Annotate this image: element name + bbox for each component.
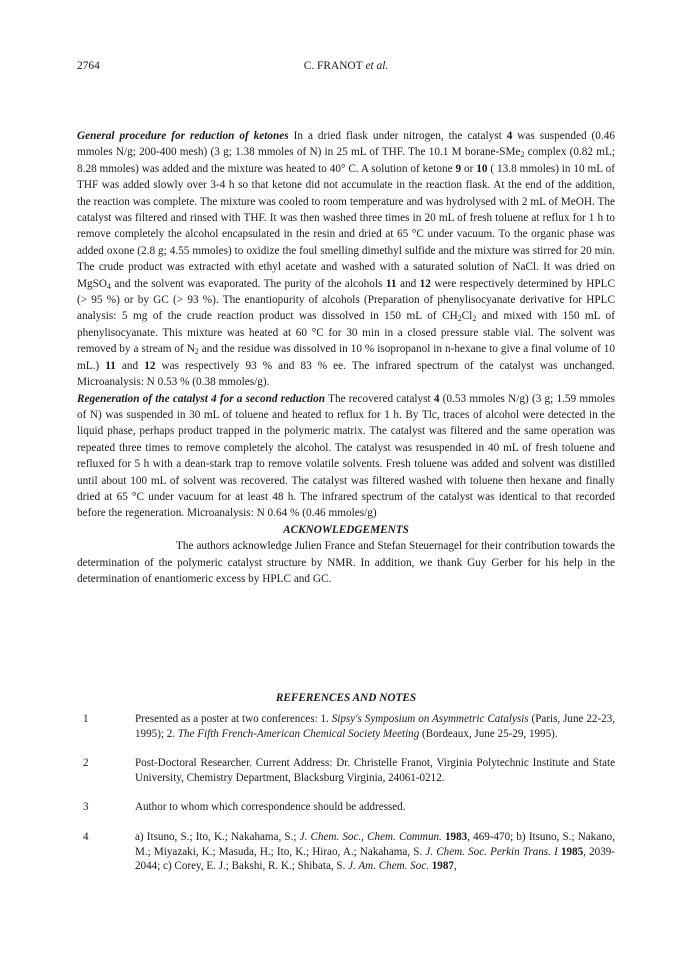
references-heading: REFERENCES AND NOTES [275,692,417,704]
running-head [77,60,615,72]
regeneration-procedure-heading: Regeneration of the catalyst 4 for a second reduction [77,392,326,405]
reference-item [77,800,615,815]
reference-text: Author to whom which correspondence should be addressed. [135,801,406,814]
reference-number: 3 [83,801,89,814]
references-list [77,712,615,889]
reference-text: a) Itsuno, S.; Ito, K.; Nakahama, S.; J. Chem. Soc., Chem. Commun. 1983, 469-470; b) Itsuno, S.; Nakano, M.; Miyazaki, K.; Masuda, H.; Ito, K.; Hirao, A.; Nakahama, S. J. Chem. Soc. Perkin Trans. I 1985, 2039-2044; c) Corey, E. J.; Bakshi, R. K.; Shibata, S. J. Am. Chem. Soc. 1987, [135,830,615,873]
et-al: et al. [365,60,389,72]
reduction-procedure-paragraph: General procedure for reduction of ketones In a dried flask under nitrogen, the catalyst 4 was suspended (0.46 mmoles N/g; 200-400 mesh) (3 g; 1.38 mmoles of N) in 25 mL of THF. The 10.1 M borane-SMe$_2$ complex (0.82 mL; 8.28 mmoles) was added and the mixture was heated to 40° C. A solution of ketone 9 or 10 ( 13.8 mmoles) in 10 mL of THF was added slowly over 3-4 h so that ketone did not accumulate in the reaction flask. At the end of the addition, the reaction was complete. The mixture was cooled to room temperature and was hydrolysed with 2 mL of MeOH. The catalyst was filtered and rinsed with THF. It was then washed three times in 20 mL of fresh toluene at reflux for 1 h to remove completely the alcohol encapsulated in the resin and dried at 65 °C under vacuum. To the organic phase was added oxone (2.8 g; 4.55 mmoles) to oxidize the foul smelling dimethyl sulfide and the mixture was stirred for 20 min. The crude product was extracted with ethyl acetate and washed with a saturated solution of NaCl. It was dried on MgSO$_4$ and the solvent was evaporated. The purity of the alcohols 11 and 12 were respectively determined by HPLC (> 95 %) or by GC (> 93 %). The enantiopurity of alcohols (Preparation of phenylisocyanate derivative for HPLC analysis: 5 mg of the crude reaction product was dissolved in 150 mL of $CH_2Cl_2$ and mixed with 150 mL of phenylisocyanate. This mixture was heated at 60 °C for 30 min in a closed pressure stable vial. The solvent was removed by a stream of $N_2$ and the residue was dissolved in 10 % isopropanol in n-hexane to give a final volume of 10 mL.) 11 and 12 was respectively 93 % and 83 % ee. The infrared spectrum of the catalyst was unchanged. Microanalysis: N 0.53 % (0.38 mmoles/g). [77,130,616,389]
acknowledgements-text: The authors acknowledge Julien France and Stefan Steuernagel for their contribution towards the determination of the polymeric catalyst structure by NMR. In addition, we thank Guy Gerber for his help in the determination of enantiomeric excess by HPLC and GC. [77,540,615,585]
author-initial: C. F [303,60,324,72]
regeneration-procedure-paragraph: Regeneration of the catalyst 4 for a second reduction The recovered catalyst 4 (0.53 mmoles N/g) (3 g; 1.59 mmoles of N) was suspended in 30 mL of toluene and heated to reflux for 1 h. By Tlc, traces of alcohol were detected in the liquid phase, perhaps product trapped in the polymeric matrix. The catalyst was filtered and the same operation was repeated three times to remove completely the alcohol. The catalyst was resuspended in 40 mL of fresh toluene and refluxed for 5 h with a dean-stark trap to remove volatile solvents. Fresh toluene was added and solvent was distilled until about 100 mL of solvent was recovered. The catalyst was filtered washed with toluene then hexane and finally dried at 65 °C under vacuum for at least 48 h. The infrared spectrum of the catalyst was identical to that recorded before the regeneration. Microanalysis: N 0.64 % (0.46 mmoles/g) [77,392,615,520]
reference-item [77,756,615,785]
page-header [77,60,615,80]
reference-item [77,712,615,741]
page-number: 2764 [77,60,100,72]
author-surname: RANOT [323,60,363,72]
acknowledgements-heading: ACKNOWLEDGEMENTS [283,523,409,536]
reference-text: Post-Doctoral Researcher. Current Address: Dr. Christelle Franot, Virginia Polytechnic Institute and State University, Chemistry Department, Blacksburg Virginia, 24061-0212. [135,757,615,784]
body-text [77,128,615,587]
reference-item [77,830,615,874]
reference-number: 4 [83,830,89,843]
reference-number: 2 [83,757,89,770]
reference-text: Presented as a poster at two conferences: 1. Sipsy's Symposium on Asymmetric Catalysis (Paris, June 22-23, 1995); 2. The Fifth French-American Chemical Society Meeting (Bordeaux, June 25-29, 1995). [135,713,616,740]
reduction-procedure-heading: General procedure for reduction of ketones [77,130,289,142]
reference-number: 1 [83,713,89,725]
